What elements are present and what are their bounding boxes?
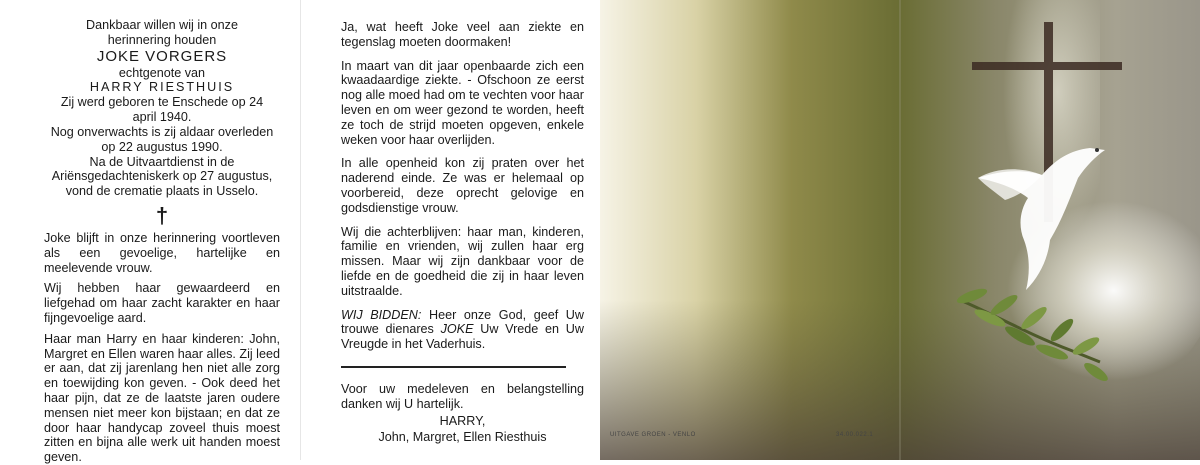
intro-text: Dankbaar willen wij in onze herinnering houden: [86, 18, 238, 47]
prayer-text-1: Heer onze God, geef Uw trouwe dienares: [341, 307, 584, 337]
left-panel: [0, 0, 300, 465]
illness-paragraph-3: In alle openheid kon zij praten over het naderend einde. Ze was er helemaal op voorbereid, deze oprecht gelovige en godsdienstige vrouw.: [341, 156, 584, 215]
deceased-name: JOKE VORGERS: [96, 47, 228, 65]
signature-children: John, Margret, Ellen Riesthuis: [378, 430, 547, 445]
birth-text: Zij werd geboren te Enschede op 24 april 1940.: [60, 95, 264, 125]
memory-paragraph-1: Joke blijft in onze herinnering voortleven als een gevoelige, hartelijke en meelevende vrouw.: [44, 230, 280, 275]
signature-husband: HARRY,: [439, 413, 486, 428]
illness-paragraph-4: Wij die achterblijven: haar man, kinderen, familie en vrienden, wij zullen haar erg missen. Maar wij zijn dankbaar voor de liefde en de goedheid die zij in haar leven uitstraalde.: [341, 224, 584, 298]
prayer-paragraph: [341, 308, 584, 352]
service-text: Na de Uitvaartdienst in de Ariënsgedachteniskerk op 27 augustus, vond de crematie plaats in Usselo.: [51, 154, 273, 199]
product-code: 34.00.022.1: [836, 432, 874, 438]
dove-cross-illustration: [600, 0, 1200, 460]
illness-paragraph-1: Ja, wat heeft Joke veel aan ziekte en tegenslag moeten doormaken!: [341, 20, 584, 49]
death-text: Nog onverwachts is zij aldaar overleden op 22 augustus 1990.: [50, 124, 274, 154]
spouse-label: echtgenote van: [118, 65, 206, 80]
artwork-panel: [600, 0, 1200, 460]
prayer-name: JOKE: [440, 322, 474, 337]
memory-paragraph-2: Wij hebben haar gewaardeerd en liefgehad om haar zacht karakter en haar fijngevoelige aard.: [44, 281, 280, 325]
thanks-text: Voor uw medeleven en belangstelling danken wij U hartelijk.: [341, 381, 584, 411]
illness-paragraph-2: In maart van dit jaar openbaarde zich een kwaadaardige ziekte. - Ofschoon ze eerst nog alle moed had om te vechten voor haar leven en om weer gezond te worden, heeft ze toch de strijd moeten opgeven, enkele weken voor haar overlijden.: [341, 58, 584, 147]
cross-icon: †: [155, 202, 169, 228]
middle-panel: [300, 0, 600, 460]
publisher-label: UITGAVE GROEN - VENLO: [610, 432, 696, 438]
prayer-lead: WIJ BIDDEN:: [341, 307, 422, 322]
memory-paragraph-3: Haar man Harry en haar kinderen: John, Margret en Ellen waren haar alles. Zij leed er aan, dat zij jarenlang hen niet alle zorg en toewijding kon geven. - Ook deed het haar pijn, dat ze de laatste jaren oudere mensen niet meer kon bijstaan; en dat ze door haar handycap zoveel thuis moest zitten en bijna alle werk uit handen moest geven.: [44, 331, 280, 465]
spouse-name: HARRY RIESTHUIS: [89, 80, 235, 95]
divider-line: [341, 366, 566, 368]
prayer-text-2: Uw Vrede en Uw Vreugde in het Vaderhuis.: [341, 322, 584, 352]
